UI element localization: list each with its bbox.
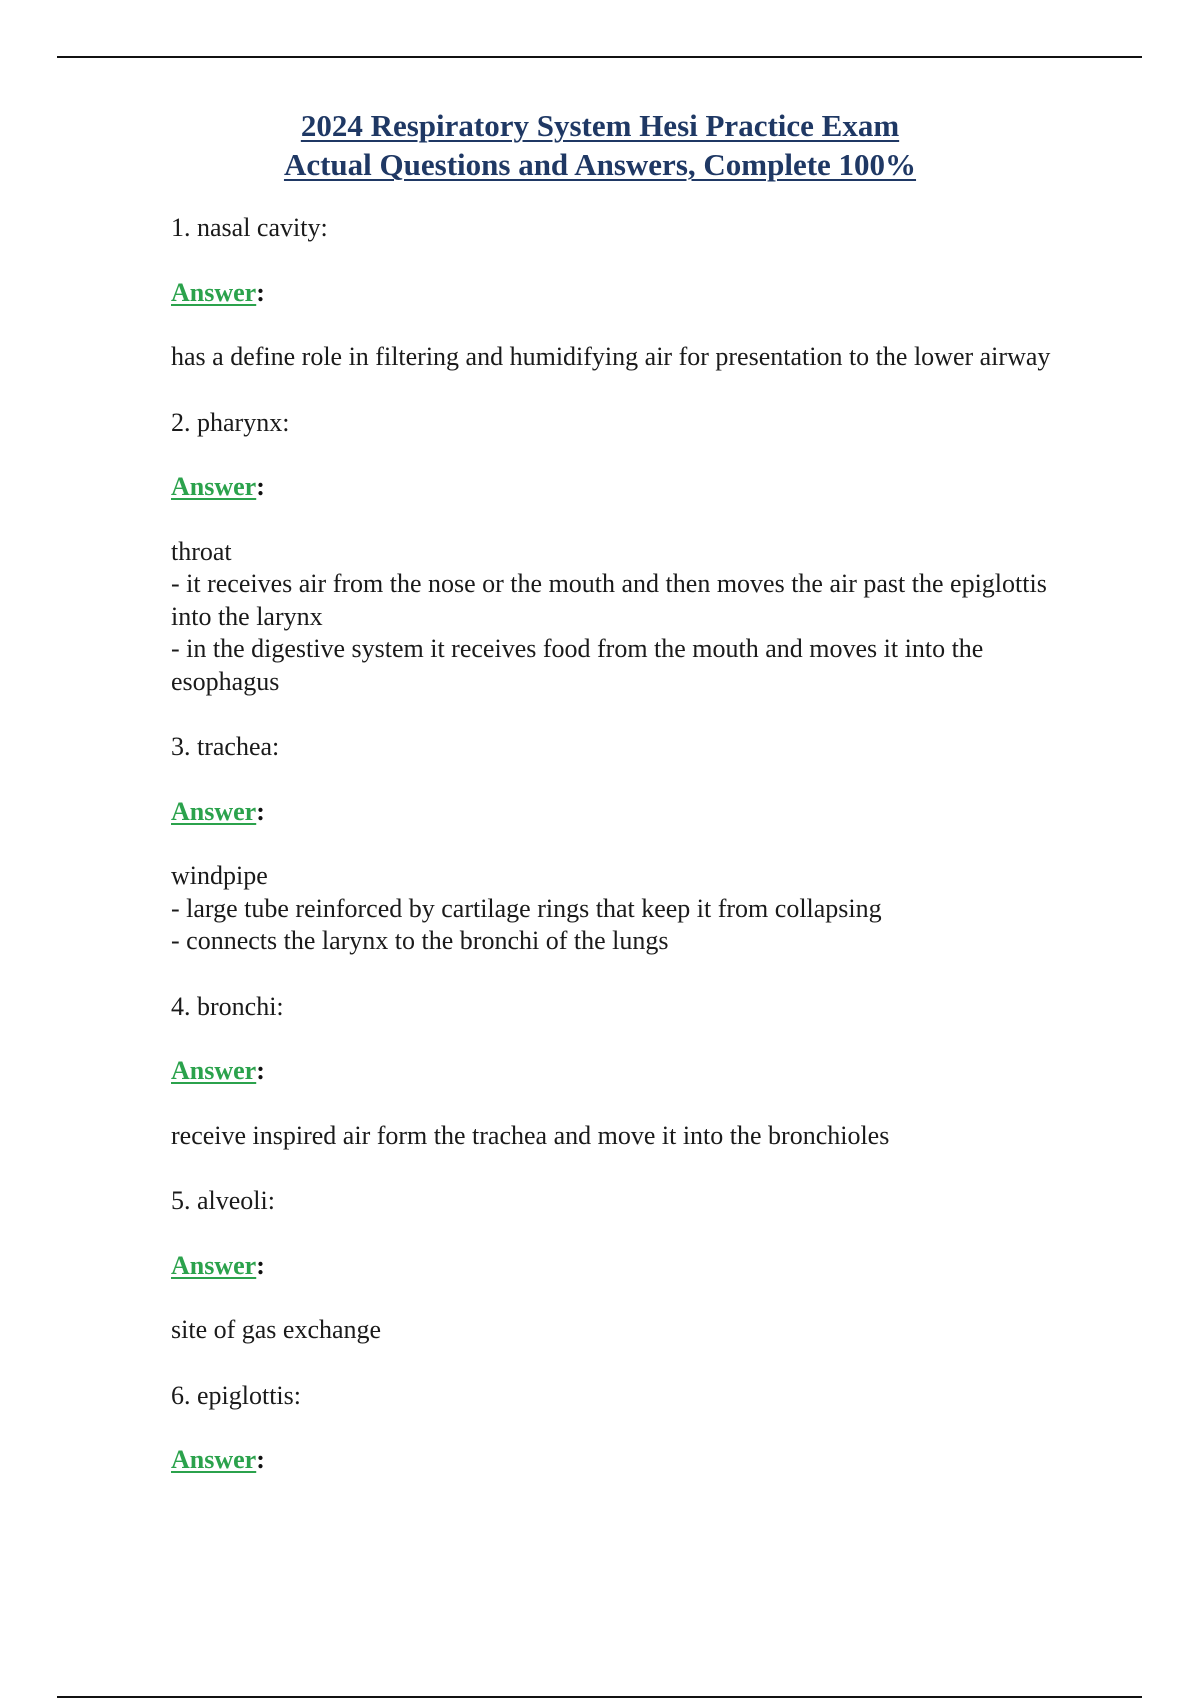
answer-text [171,1314,1071,1347]
answer-label-colon: : [256,277,265,307]
answer-label [171,796,1071,829]
answer-line: receive inspired air form the trachea and move it into the bronchioles [171,1120,890,1150]
answer-label-colon: : [256,796,265,826]
qa-item [171,1185,1071,1347]
title-line-2: Actual Questions and Answers, Complete 100% [283,147,917,182]
answer-label [171,1250,1071,1283]
answer-text [171,860,1071,958]
answer-label-colon: : [256,1445,265,1474]
answer-label-colon: : [256,1056,265,1085]
qa-item [171,212,1071,374]
answer-label [171,277,1071,310]
answer-line: throat [171,536,232,566]
qa-item [171,731,1071,958]
answer-line: - in the digestive system it receives food from the mouth and moves it into the esophagus [171,634,984,696]
question-text: 2. pharynx: [171,407,290,437]
answer-label [171,1055,1071,1088]
question-text: 6. epiglottis: [171,1380,301,1410]
answer-line: has a define role in filtering and humidifying air for presentation to the lower airway [171,342,1051,371]
answer-label-word: Answer [171,277,257,307]
qa-item [171,407,1071,699]
qa-item [171,991,1071,1153]
question-text: 4. bronchi: [171,991,284,1021]
answer-text [171,1120,1071,1153]
answer-line: windpipe [171,861,268,890]
question-text: 3. trachea: [171,732,280,761]
answer-label-colon: : [256,472,265,501]
answer-label-word: Answer [171,1056,257,1085]
answer-line: - it receives air from the nose or the mouth and then moves the air past the epiglottis into the larynx [171,569,1047,631]
bottom-rule [57,1696,1142,1698]
question-text: 5. alveoli: [171,1186,275,1215]
qa-list [171,212,1071,1510]
answer-line: - connects the larynx to the bronchi of the lungs [171,926,669,955]
answer-line: site of gas exchange [171,1315,382,1344]
question-text: 1. nasal cavity: [171,213,328,242]
answer-text [171,536,1071,699]
answer-label-word: Answer [171,796,257,826]
answer-label-word: Answer [171,1250,257,1280]
answer-label [171,471,1071,504]
answer-label-word: Answer [171,472,257,501]
answer-label [171,1444,1071,1477]
qa-item [171,1380,1071,1477]
top-rule [57,56,1142,58]
title-line-1: 2024 Respiratory System Hesi Practice Exam [300,108,900,143]
document-title [0,106,1200,184]
answer-label-colon: : [256,1250,265,1280]
answer-text [171,341,1071,374]
answer-label-word: Answer [171,1445,257,1474]
answer-line: - large tube reinforced by cartilage rings that keep it from collapsing [171,893,882,923]
